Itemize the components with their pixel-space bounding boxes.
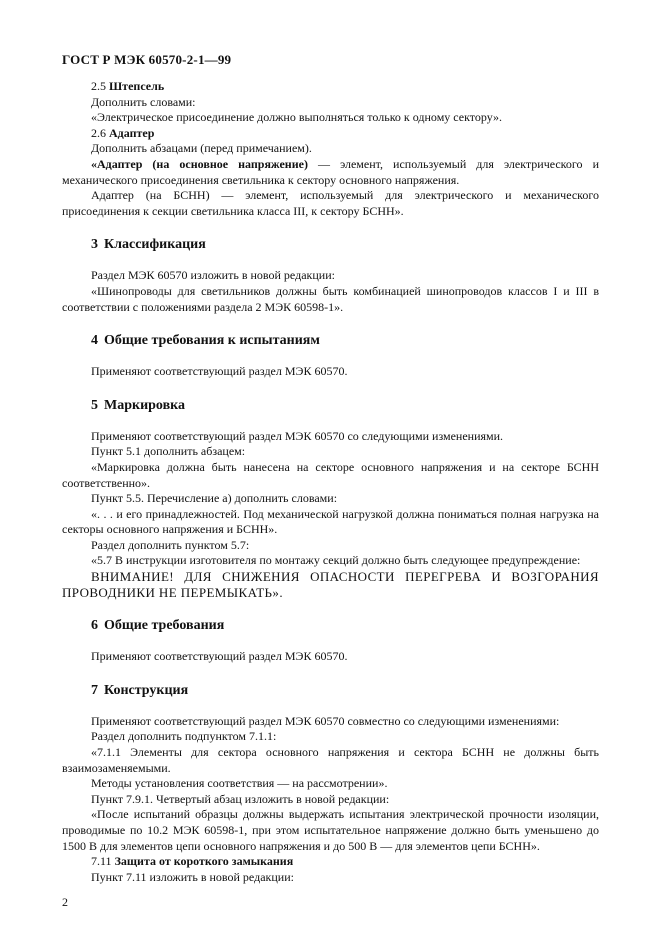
paragraph: Методы установления соответствия — на рассмотрении».: [91, 776, 388, 791]
section-5-heading: [91, 397, 599, 415]
paragraph: «7.1.1 Элементы для сектора основного напряжения и сектора БСНН не должны быть взаимозаменяемыми.: [62, 745, 599, 775]
section-4-heading: [91, 332, 599, 350]
subsection-number: 7.11: [91, 854, 112, 869]
subsection-title: Защита от короткого замыкания: [114, 854, 294, 869]
paragraph: Раздел МЭК 60570 изложить в новой редакции:: [91, 268, 335, 283]
paragraph: «. . . и его принадлежностей. Под механической нагрузкой должна пониматься полная нагрузка на секторы основного напряжения и БСНН».: [62, 506, 599, 537]
subsection-2-6-heading: [62, 126, 599, 142]
paragraph: Пункт 7.11 изложить в новой редакции:: [91, 869, 294, 884]
subsection-number: 2.5: [91, 79, 106, 93]
paragraph: «Маркировка должна быть нанесена на секторе основного напряжения и на секторе БСНН соответственно».: [62, 459, 599, 490]
paragraph: Пункт 7.9.1. Четвертый абзац изложить в новой редакции:: [91, 791, 390, 806]
warning-text: ВНИМАНИЕ! ДЛЯ СНИЖЕНИЯ ОПАСНОСТИ ПЕРЕГРЕВА И ВОЗГОРАНИЯ ПРОВОДНИКИ НЕ ПЕРЕМЫКАТЬ».: [62, 569, 599, 600]
section-number: 7: [91, 682, 98, 698]
defined-term: «Адаптер (на основное напряжение): [91, 156, 308, 171]
paragraph: Пункт 5.1 дополнить абзацем:: [91, 444, 246, 459]
subsection-title: Штепсель: [109, 79, 165, 93]
page-number: 2: [62, 895, 68, 909]
section-number: 4: [91, 333, 98, 349]
section-7-heading: [91, 682, 599, 700]
paragraph: «После испытаний образцы должны выдержать испытания электрической прочности изоляции, проводимые по 10.2 МЭК 60598-1, при этом испытательное напряжение должно быть уменьшено до 1500 В для элементов цепи основного напряжения и до 500 В — для элементов цепи БСНН».: [62, 807, 599, 853]
paragraph: Применяют соответствующий раздел МЭК 60570 совместно со следующими изменениями:: [91, 713, 560, 728]
section-number: 5: [91, 397, 98, 413]
paragraph: Применяют соответствующий раздел МЭК 60570.: [91, 649, 348, 664]
paragraph: «5.7 В инструкции изготовителя по монтажу секций должно быть следующее предупреждение:: [91, 553, 581, 568]
paragraph: «Шинопроводы для светильников должны быть комбинацией шинопроводов классов I и III в соответствии с положениями раздела 2 МЭК 60598-1».: [62, 283, 599, 314]
paragraph: Раздел дополнить пунктом 5.7:: [91, 537, 250, 552]
document-body: [62, 79, 599, 885]
section-title: Общие требования к испытаниям: [104, 333, 320, 349]
section-title: Маркировка: [104, 397, 185, 413]
paragraph: «Электрическое присоединение должно выполняться только к одному сектору».: [91, 110, 502, 125]
subsection-number: 2.6: [91, 125, 106, 140]
section-title: Общие требования: [104, 618, 225, 634]
section-number: 3: [91, 237, 98, 253]
subsection-2-5-heading: [62, 79, 599, 95]
section-3-heading: [91, 236, 599, 254]
paragraph: Применяют соответствующий раздел МЭК 60570.: [91, 364, 348, 379]
section-title: Классификация: [104, 237, 206, 253]
section-6-heading: [91, 617, 599, 635]
paragraph: Дополнить абзацами (перед примечанием).: [91, 141, 312, 156]
paragraph: Дополнить словами:: [91, 94, 196, 109]
section-title: Конструкция: [104, 682, 189, 698]
subsection-7-11-heading: [62, 854, 599, 870]
paragraph: Применяют соответствующий раздел МЭК 60570 со следующими изменениями.: [91, 428, 504, 443]
section-number: 6: [91, 618, 98, 634]
document-header: ГОСТ Р МЭК 60570-2-1—99: [62, 52, 232, 67]
definition-text: — элемент, используемый для электрического и механического присоединения светильника к сектору основного напряжения.: [62, 156, 599, 187]
paragraph: [62, 157, 599, 188]
paragraph: Пункт 5.5. Перечисление а) дополнить словами:: [91, 491, 338, 506]
paragraph: Адаптер (на БСНН) — элемент, используемый для электрического и механического присоединения к секции светильника класса III, к сектору БСНН».: [62, 188, 599, 218]
subsection-title: Адаптер: [109, 125, 155, 140]
paragraph: Раздел дополнить подпунктом 7.1.1:: [91, 729, 277, 744]
